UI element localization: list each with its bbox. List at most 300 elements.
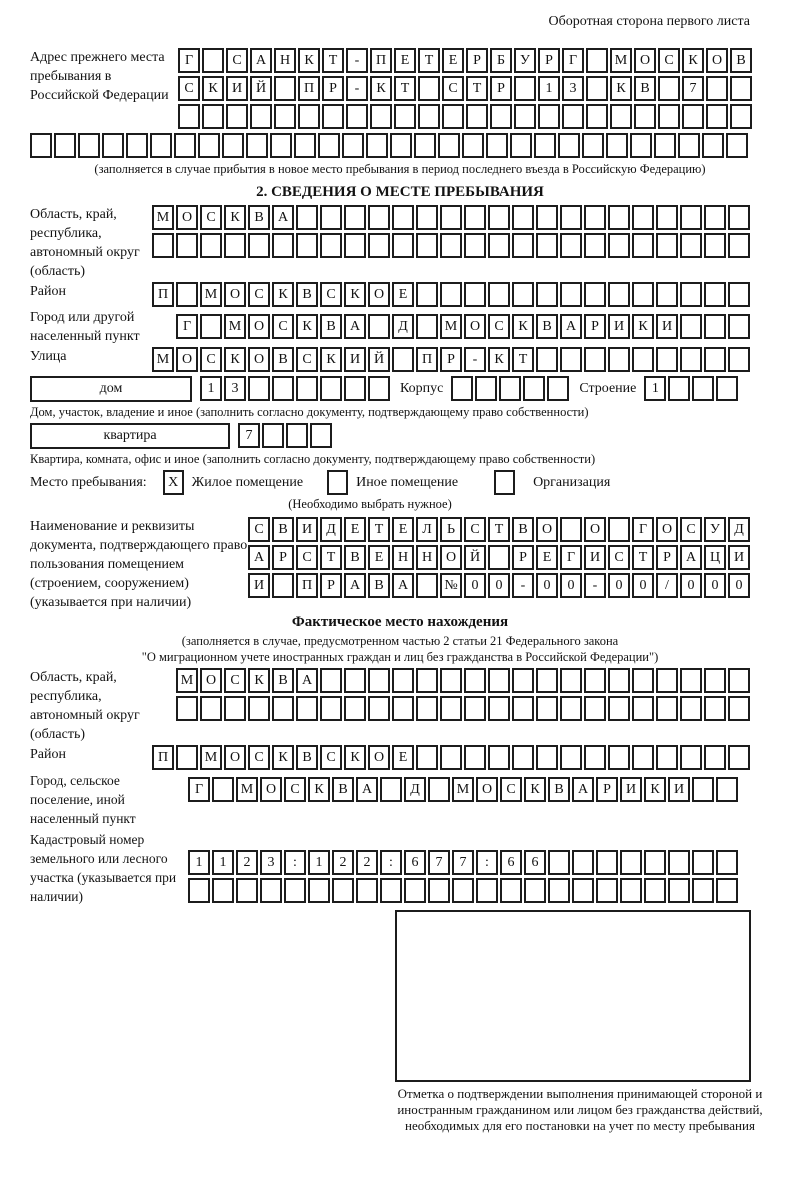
char-cell [668,850,690,875]
actual-city-row [188,777,740,802]
char-cell [440,205,462,230]
char-cell: В [368,573,390,598]
char-cell [418,76,440,101]
char-cell: В [272,517,294,542]
char-cell: В [320,314,342,339]
char-cell: Е [442,48,464,73]
char-cell: О [656,517,678,542]
char-cell [704,745,726,770]
char-cell [596,850,618,875]
char-cell: 7 [452,850,474,875]
korpus-label: Корпус [400,381,444,396]
checkbox-organization [494,470,515,495]
char-cell [560,282,582,307]
char-cell [248,376,270,401]
char-cell: С [248,745,270,770]
char-cell: С [658,48,680,73]
char-cell: Е [368,545,390,570]
char-cell [176,696,198,721]
char-cell [356,878,378,903]
char-cell [440,745,462,770]
char-cell: - [584,573,606,598]
char-cell: К [298,48,320,73]
char-cell: Л [416,517,438,542]
char-cell: № [440,573,462,598]
char-cell: К [644,777,666,802]
char-cell: В [512,517,534,542]
char-cell: К [320,347,342,372]
city-label: Город или другой населенный пункт [30,310,140,344]
char-cell [452,878,474,903]
char-cell [488,205,510,230]
char-cell: С [608,545,630,570]
field-prev-address [30,48,770,129]
char-cell: В [296,745,318,770]
prev-address-row-2 [178,76,754,101]
char-cell [512,282,534,307]
korpus-cells [451,376,571,401]
kadastr-row-2 [188,878,740,903]
char-cell [366,133,388,158]
char-cell [440,233,462,258]
char-cell [320,696,342,721]
char-cell: О [260,777,282,802]
char-cell [370,104,392,129]
char-cell [728,347,750,372]
char-cell: Е [536,545,558,570]
char-cell [416,233,438,258]
char-cell: К [248,668,270,693]
char-cell [704,668,726,693]
char-cell [294,133,316,158]
stamp-caption: Отметка о подтверждении выполнения принимающей стороной и иностранным гражданином или лицом без гражданства действий, необходимых для его постановки на учет по месту пребывания [397,1086,763,1133]
char-cell: В [248,205,270,230]
char-cell: К [344,745,366,770]
char-cell [394,104,416,129]
char-cell: П [296,573,318,598]
char-cell [202,48,224,73]
char-cell [716,878,738,903]
char-cell: С [442,76,464,101]
char-cell [440,282,462,307]
char-cell: - [512,573,534,598]
char-cell [692,878,714,903]
char-cell: Т [512,347,534,372]
char-cell [548,878,570,903]
char-cell: Т [488,517,510,542]
char-cell: 7 [682,76,704,101]
char-cell [428,878,450,903]
char-cell [224,696,246,721]
char-cell [428,777,450,802]
char-cell: Г [178,48,200,73]
char-cell [608,282,630,307]
char-cell: И [668,777,690,802]
char-cell: Г [562,48,584,73]
char-cell [610,104,632,129]
char-cell: Р [512,545,534,570]
char-cell: К [682,48,704,73]
char-cell: 0 [632,573,654,598]
char-cell: С [224,668,246,693]
char-cell: С [284,777,306,802]
char-cell [416,668,438,693]
region-label: Область, край, республика, автономный округ (область) [30,207,140,279]
char-cell: В [332,777,354,802]
char-cell: О [224,745,246,770]
char-cell: Р [584,314,606,339]
char-cell [704,233,726,258]
char-cell: 1 [644,376,666,401]
char-cell [308,878,330,903]
char-cell [200,696,222,721]
char-cell [704,314,726,339]
district-label: Район [30,284,66,299]
house-box-label: дом [30,376,192,402]
char-cell [416,205,438,230]
char-cell: М [152,205,174,230]
field-district [30,282,770,307]
char-cell [560,517,582,542]
char-cell: 6 [500,850,522,875]
char-cell: С [464,517,486,542]
char-cell [730,104,752,129]
char-cell: / [656,573,678,598]
char-cell [560,347,582,372]
char-cell: О [248,347,270,372]
char-cell [310,423,332,448]
char-cell: 6 [404,850,426,875]
char-cell [692,777,714,802]
char-cell: С [296,545,318,570]
char-cell [500,878,522,903]
char-cell: М [440,314,462,339]
char-cell [584,696,606,721]
actual-location-title: Фактическое место нахождения [291,614,509,630]
char-cell [644,850,666,875]
char-cell [716,777,738,802]
char-cell [726,133,748,158]
char-cell [658,104,680,129]
char-cell: В [296,282,318,307]
apartment-caption: Квартира, комната, офис и иное (заполнить согласно документу, подтверждающему право собственности) [30,452,596,466]
char-cell [730,76,752,101]
char-cell [538,104,560,129]
char-cell [584,233,606,258]
char-cell [654,133,676,158]
char-cell: С [488,314,510,339]
char-cell [608,696,630,721]
char-cell [582,133,604,158]
char-cell: Г [176,314,198,339]
prev-address-label: Адрес прежнего места пребывания в Российской Федерации [30,50,169,103]
char-cell [202,104,224,129]
char-cell [656,668,678,693]
char-cell: С [272,314,294,339]
char-cell: Й [368,347,390,372]
char-cell [418,104,440,129]
field-kadastr [30,830,770,906]
char-cell: К [224,347,246,372]
char-cell: С [248,517,270,542]
char-cell: 7 [428,850,450,875]
char-cell [272,376,294,401]
char-cell [390,133,412,158]
field-city [30,308,770,346]
field-actual-district [30,745,770,770]
prev-address-row-1 [178,48,754,73]
char-cell: Й [464,545,486,570]
char-cell [440,668,462,693]
stay-type-note: (Необходимо выбрать нужное) [288,497,452,511]
char-cell [488,233,510,258]
char-cell: 2 [236,850,258,875]
char-cell: А [344,314,366,339]
char-cell: : [380,850,402,875]
actual-district-label: Район [30,747,66,762]
char-cell [380,777,402,802]
char-cell: Р [320,573,342,598]
char-cell: К [272,282,294,307]
char-cell [510,133,532,158]
char-cell: В [272,668,294,693]
char-cell [680,745,702,770]
char-cell [620,878,642,903]
char-cell: В [536,314,558,339]
char-cell [536,282,558,307]
char-cell: О [224,282,246,307]
char-cell: Г [632,517,654,542]
char-cell: Р [322,76,344,101]
char-cell: С [320,745,342,770]
char-cell [632,205,654,230]
char-cell [248,696,270,721]
char-cell: Е [392,517,414,542]
char-cell [476,878,498,903]
char-cell: 1 [212,850,234,875]
char-cell [320,233,342,258]
char-cell [342,133,364,158]
char-cell [250,104,272,129]
char-cell [392,668,414,693]
char-cell: О [200,668,222,693]
char-cell [536,668,558,693]
checkbox-residential: X [163,470,184,495]
char-cell [558,133,580,158]
stamp-box [395,910,751,1082]
char-cell: 0 [488,573,510,598]
apartment-box-label: квартира [30,423,230,449]
char-cell: Ц [704,545,726,570]
char-cell [464,282,486,307]
char-cell: 0 [608,573,630,598]
char-cell: И [656,314,678,339]
house-row [30,376,770,402]
char-cell [414,133,436,158]
char-cell [536,233,558,258]
char-cell: М [452,777,474,802]
char-cell [608,517,630,542]
char-cell [464,745,486,770]
char-cell [200,314,222,339]
char-cell [464,233,486,258]
char-cell: П [370,48,392,73]
char-cell [560,696,582,721]
char-cell [682,104,704,129]
char-cell [262,423,284,448]
char-cell: К [632,314,654,339]
char-cell: К [610,76,632,101]
char-cell: С [500,777,522,802]
char-cell [344,668,366,693]
char-cell: Р [538,48,560,73]
char-cell [392,347,414,372]
street-row [152,347,752,372]
char-cell [702,133,724,158]
char-cell [680,696,702,721]
char-cell: Е [394,48,416,73]
char-cell [152,233,174,258]
char-cell: О [176,347,198,372]
field-actual-region [30,668,770,744]
char-cell: Т [394,76,416,101]
char-cell [632,347,654,372]
char-cell: В [634,76,656,101]
region-row-2 [152,233,752,258]
char-cell: Г [188,777,210,802]
char-cell [226,104,248,129]
char-cell [438,133,460,158]
char-cell [586,76,608,101]
char-cell: Р [656,545,678,570]
char-cell: 1 [200,376,222,401]
char-cell: 7 [238,423,260,448]
apartment-cells [238,423,334,448]
char-cell [392,205,414,230]
char-cell: С [200,347,222,372]
char-cell: К [202,76,224,101]
char-cell: О [440,545,462,570]
char-cell: К [370,76,392,101]
char-cell: Р [272,545,294,570]
char-cell [584,745,606,770]
char-cell [344,205,366,230]
char-cell: 3 [224,376,246,401]
char-cell [562,104,584,129]
char-cell [332,878,354,903]
char-cell [608,205,630,230]
char-cell [608,668,630,693]
char-cell: Ь [440,517,462,542]
char-cell [536,347,558,372]
prev-address-caption: (заполняется в случае прибытия в новое место пребывания в период последнего въезда в Российскую Федерацию) [94,162,706,176]
char-cell: М [200,282,222,307]
char-cell [296,205,318,230]
char-cell: 0 [536,573,558,598]
checkbox-other-premises [327,470,348,495]
char-cell [632,668,654,693]
char-cell [584,205,606,230]
char-cell [524,878,546,903]
char-cell: М [200,745,222,770]
actual-region-row-2 [176,696,752,721]
char-cell [344,376,366,401]
char-cell [656,347,678,372]
actual-district-row [152,745,752,770]
char-cell [212,878,234,903]
char-cell [656,282,678,307]
char-cell [680,205,702,230]
char-cell: - [346,48,368,73]
char-cell: Е [344,517,366,542]
char-cell [78,133,100,158]
char-cell [547,376,569,401]
char-cell [296,696,318,721]
char-cell: 0 [680,573,702,598]
char-cell [198,133,220,158]
char-cell [514,104,536,129]
char-cell [644,878,666,903]
char-cell: И [344,347,366,372]
char-cell: А [392,573,414,598]
house-caption: Дом, участок, владение и иное (заполнить согласно документу, подтверждающему право собственности) [30,405,589,419]
stroenie-cells [644,376,740,401]
field-actual-city [30,771,770,828]
char-cell [632,696,654,721]
char-cell [572,878,594,903]
char-cell [488,545,510,570]
char-cell [512,696,534,721]
char-cell: 0 [464,573,486,598]
char-cell: С [320,282,342,307]
char-cell [608,233,630,258]
char-cell [392,233,414,258]
char-cell [536,745,558,770]
char-cell [620,850,642,875]
char-cell [224,233,246,258]
char-cell: Р [466,48,488,73]
char-cell [584,668,606,693]
char-cell: Н [274,48,296,73]
char-cell [728,233,750,258]
char-cell [606,133,628,158]
house-cells [200,376,392,401]
char-cell: 0 [728,573,750,598]
char-cell [704,696,726,721]
char-cell [320,376,342,401]
char-cell [632,745,654,770]
char-cell: Г [560,545,582,570]
char-cell: Д [728,517,750,542]
char-cell: 3 [562,76,584,101]
char-cell [368,205,390,230]
char-cell: : [284,850,306,875]
char-cell [272,233,294,258]
char-cell [692,850,714,875]
char-cell: 2 [356,850,378,875]
char-cell [716,850,738,875]
char-cell [380,878,402,903]
char-cell [692,376,714,401]
option-organization-label: Организация [533,474,611,490]
char-cell: П [298,76,320,101]
char-cell: О [368,282,390,307]
char-cell: Т [632,545,654,570]
char-cell [30,133,52,158]
char-cell: К [488,347,510,372]
char-cell: 2 [332,850,354,875]
char-cell [656,233,678,258]
